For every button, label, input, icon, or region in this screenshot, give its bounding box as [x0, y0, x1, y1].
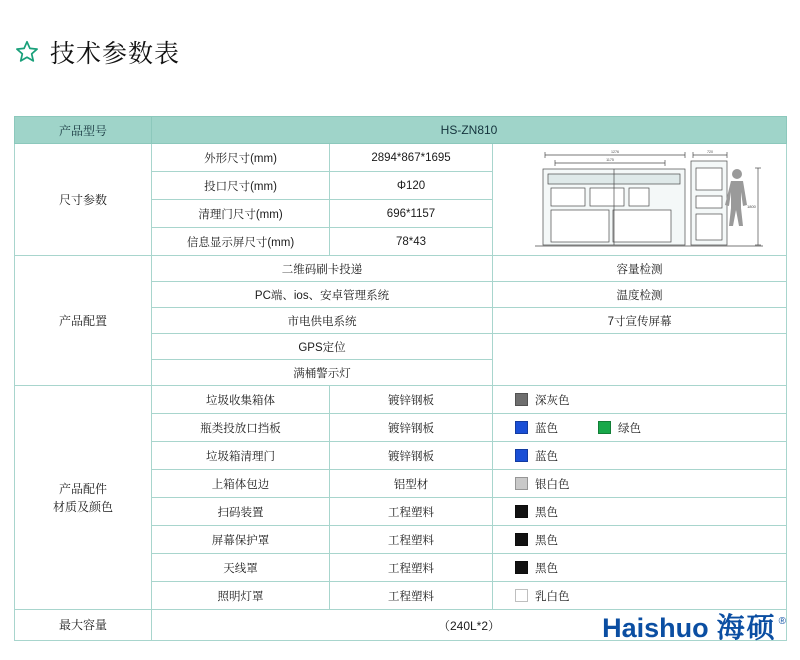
part-name: 垃圾箱清理门 [152, 442, 330, 470]
part-material: 工程塑料 [330, 526, 493, 554]
part-material: 工程塑料 [330, 554, 493, 582]
table-row [15, 256, 787, 282]
color-label: 黑色 [535, 562, 558, 575]
dimension-name: 信息显示屏尺寸(mm) [152, 228, 330, 256]
part-name: 扫码装置 [152, 498, 330, 526]
part-material: 镀锌钢板 [330, 386, 493, 414]
page-title: 技术参数表 [50, 40, 181, 68]
configuration-row-label: 产品配置 [15, 256, 152, 386]
dimension-name: 外形尺寸(mm) [152, 144, 330, 172]
color-label: 黑色 [535, 534, 558, 547]
configuration-item: 满桶警示灯 [152, 360, 493, 386]
part-name: 垃圾收集箱体 [152, 386, 330, 414]
color-label: 绿色 [618, 422, 641, 435]
materials-row-label [15, 386, 152, 610]
page-header [14, 34, 180, 70]
part-material: 镀锌钢板 [330, 414, 493, 442]
color-label: 黑色 [535, 506, 558, 519]
part-name: 上箱体包边 [152, 470, 330, 498]
star-icon [14, 39, 40, 65]
brand-name-cn: 海硕 [716, 612, 777, 643]
model-label: 产品型号 [15, 117, 152, 144]
materials-row-label-line2: 材质及颜色 [52, 499, 113, 514]
configuration-item: 容量检测 [493, 256, 787, 282]
color-swatch [515, 561, 528, 574]
part-material: 镀锌钢板 [330, 442, 493, 470]
configuration-empty-cell [493, 334, 787, 386]
svg-text:1276: 1276 [610, 149, 619, 154]
part-color [493, 526, 787, 554]
brand-name-en: Haishuo [602, 613, 709, 643]
materials-row-label-line1: 产品配件 [58, 481, 107, 496]
dimension-value: Φ120 [330, 172, 493, 200]
table-row [15, 386, 787, 414]
configuration-item: PC端、ios、安卓管理系统 [152, 282, 493, 308]
dimension-value: 696*1157 [330, 200, 493, 228]
color-label: 乳白色 [535, 590, 570, 603]
color-swatch [515, 393, 528, 406]
model-value: HS-ZN810 [152, 117, 787, 144]
color-swatch [515, 533, 528, 546]
part-color [493, 498, 787, 526]
machine-drawing-cell [493, 144, 787, 256]
part-name: 照明灯罩 [152, 582, 330, 610]
part-color [493, 386, 787, 414]
part-color [493, 442, 787, 470]
part-material: 工程塑料 [330, 582, 493, 610]
configuration-item: 二维码刷卡投递 [152, 256, 493, 282]
color-label: 银白色 [535, 478, 570, 491]
configuration-item: 7寸宣传屏幕 [493, 308, 787, 334]
part-name: 屏幕保护罩 [152, 526, 330, 554]
part-color [493, 470, 787, 498]
svg-text:720: 720 [706, 149, 713, 154]
configuration-item: 市电供电系统 [152, 308, 493, 334]
machine-drawing [515, 148, 765, 252]
color-swatch [598, 421, 611, 434]
spec-table [14, 116, 787, 641]
part-color [493, 414, 787, 442]
color-swatch [515, 421, 528, 434]
color-label: 蓝色 [535, 450, 558, 463]
configuration-item: GPS定位 [152, 334, 493, 360]
table-row [15, 144, 787, 172]
part-material: 铝型材 [330, 470, 493, 498]
color-swatch [515, 477, 528, 490]
dimensions-row-label: 尺寸参数 [15, 144, 152, 256]
table-header-row [15, 117, 787, 144]
color-label: 蓝色 [535, 422, 558, 435]
registered-mark: ® [778, 616, 786, 627]
color-swatch [515, 449, 528, 462]
color-label: 深灰色 [535, 394, 570, 407]
capacity-value: （240L*2） [152, 610, 787, 641]
part-color [493, 554, 787, 582]
part-name: 天线罩 [152, 554, 330, 582]
color-swatch [515, 505, 528, 518]
part-material: 工程塑料 [330, 498, 493, 526]
dimension-name: 投口尺寸(mm) [152, 172, 330, 200]
color-swatch [515, 589, 528, 602]
part-name: 瓶类投放口挡板 [152, 414, 330, 442]
brand-logo [602, 606, 786, 646]
svg-text:1175: 1175 [605, 157, 614, 162]
dimension-name: 清理门尺寸(mm) [152, 200, 330, 228]
svg-text:1800: 1800 [746, 203, 756, 209]
dimension-value: 78*43 [330, 228, 493, 256]
configuration-item: 温度检测 [493, 282, 787, 308]
capacity-row-label: 最大容量 [15, 610, 152, 641]
dimension-value: 2894*867*1695 [330, 144, 493, 172]
